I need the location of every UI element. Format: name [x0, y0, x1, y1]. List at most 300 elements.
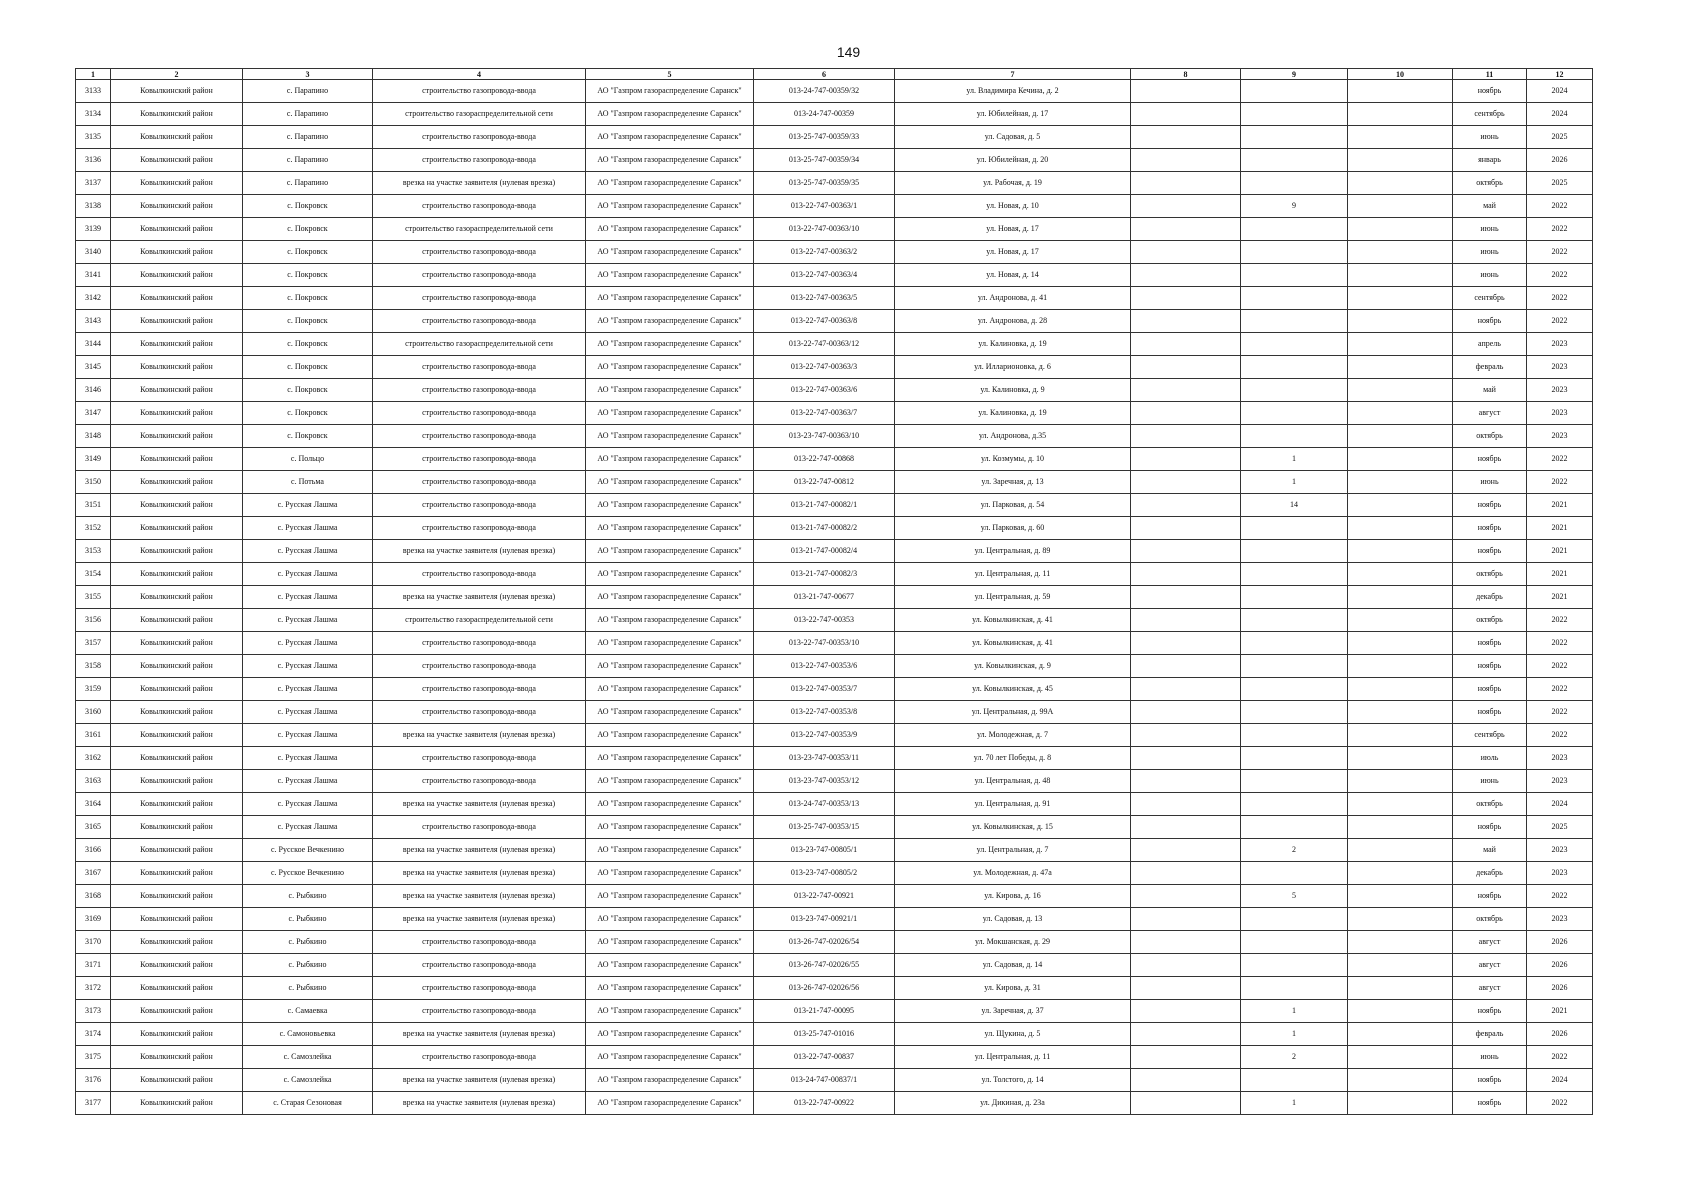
month-cell: ноябрь	[1453, 632, 1527, 655]
column-9-cell: 1	[1241, 1023, 1348, 1046]
column-8-cell	[1131, 839, 1241, 862]
settlement-cell: с. Покровск	[243, 241, 373, 264]
code-cell: 013-25-747-01016	[754, 1023, 895, 1046]
row-number-cell: 3171	[76, 954, 111, 977]
row-number-cell: 3158	[76, 655, 111, 678]
organization-cell: АО "Газпром газораспределение Саранск"	[586, 287, 754, 310]
month-cell: июнь	[1453, 770, 1527, 793]
month-cell: ноябрь	[1453, 517, 1527, 540]
code-cell: 013-21-747-00082/1	[754, 494, 895, 517]
code-cell: 013-22-747-00363/4	[754, 264, 895, 287]
district-cell: Ковылкинский район	[111, 149, 243, 172]
row-number-cell: 3161	[76, 724, 111, 747]
column-9-cell	[1241, 149, 1348, 172]
row-number-cell: 3140	[76, 241, 111, 264]
address-cell: ул. Юбилейная, д. 20	[895, 149, 1131, 172]
column-8-cell	[1131, 1092, 1241, 1115]
work-type-cell: врезка на участке заявителя (нулевая врезка)	[373, 1069, 586, 1092]
row-number-cell: 3165	[76, 816, 111, 839]
row-number-cell: 3137	[76, 172, 111, 195]
settlement-cell: с. Самаевка	[243, 1000, 373, 1023]
year-cell: 2022	[1527, 678, 1593, 701]
column-9-cell	[1241, 793, 1348, 816]
address-cell: ул. Центральная, д. 89	[895, 540, 1131, 563]
row-number-cell: 3146	[76, 379, 111, 402]
row-number-cell: 3159	[76, 678, 111, 701]
column-10-cell	[1348, 379, 1453, 402]
code-cell: 013-22-747-00922	[754, 1092, 895, 1115]
code-cell: 013-22-747-00812	[754, 471, 895, 494]
row-number-cell: 3162	[76, 747, 111, 770]
work-type-cell: строительство газопровода-ввода	[373, 747, 586, 770]
month-cell: ноябрь	[1453, 494, 1527, 517]
district-cell: Ковылкинский район	[111, 1046, 243, 1069]
organization-cell: АО "Газпром газораспределение Саранск"	[586, 885, 754, 908]
table-row	[76, 172, 1593, 195]
column-9-cell	[1241, 655, 1348, 678]
address-cell: ул. Центральная, д. 59	[895, 586, 1131, 609]
work-type-cell: строительство газопровода-ввода	[373, 563, 586, 586]
table-row	[76, 1000, 1593, 1023]
code-cell: 013-25-747-00359/35	[754, 172, 895, 195]
column-8-cell	[1131, 356, 1241, 379]
year-cell: 2022	[1527, 609, 1593, 632]
table-row	[76, 540, 1593, 563]
address-cell: ул. Парковая, д. 60	[895, 517, 1131, 540]
table-row	[76, 701, 1593, 724]
work-type-cell: строительство газораспределительной сети	[373, 609, 586, 632]
work-type-cell: врезка на участке заявителя (нулевая врезка)	[373, 540, 586, 563]
column-8-cell	[1131, 862, 1241, 885]
work-type-cell: строительство газораспределительной сети	[373, 218, 586, 241]
organization-cell: АО "Газпром газораспределение Саранск"	[586, 839, 754, 862]
table-row	[76, 747, 1593, 770]
table-row	[76, 448, 1593, 471]
district-cell: Ковылкинский район	[111, 402, 243, 425]
district-cell: Ковылкинский район	[111, 908, 243, 931]
work-type-cell: строительство газопровода-ввода	[373, 632, 586, 655]
year-cell: 2025	[1527, 816, 1593, 839]
settlement-cell: с. Самоновьевка	[243, 1023, 373, 1046]
organization-cell: АО "Газпром газораспределение Саранск"	[586, 954, 754, 977]
district-cell: Ковылкинский район	[111, 1069, 243, 1092]
work-type-cell: строительство газопровода-ввода	[373, 816, 586, 839]
column-8-cell	[1131, 724, 1241, 747]
year-cell: 2026	[1527, 149, 1593, 172]
address-cell: ул. Ковылкинская, д. 41	[895, 609, 1131, 632]
address-cell: ул. Садовая, д. 14	[895, 954, 1131, 977]
organization-cell: АО "Газпром газораспределение Саранск"	[586, 195, 754, 218]
district-cell: Ковылкинский район	[111, 80, 243, 103]
column-9-cell	[1241, 517, 1348, 540]
column-9-cell	[1241, 816, 1348, 839]
table-row	[76, 1069, 1593, 1092]
column-10-cell	[1348, 149, 1453, 172]
district-cell: Ковылкинский район	[111, 977, 243, 1000]
table-row	[76, 1092, 1593, 1115]
district-cell: Ковылкинский район	[111, 678, 243, 701]
column-10-cell	[1348, 402, 1453, 425]
organization-cell: АО "Газпром газораспределение Саранск"	[586, 724, 754, 747]
column-8-cell	[1131, 1069, 1241, 1092]
code-cell: 013-22-747-00353/9	[754, 724, 895, 747]
column-header: 11	[1453, 69, 1527, 80]
row-number-cell: 3133	[76, 80, 111, 103]
row-number-cell: 3147	[76, 402, 111, 425]
organization-cell: АО "Газпром газораспределение Саранск"	[586, 678, 754, 701]
organization-cell: АО "Газпром газораспределение Саранск"	[586, 264, 754, 287]
column-9-cell	[1241, 310, 1348, 333]
organization-cell: АО "Газпром газораспределение Саранск"	[586, 126, 754, 149]
month-cell: декабрь	[1453, 862, 1527, 885]
month-cell: октябрь	[1453, 609, 1527, 632]
table-row	[76, 517, 1593, 540]
column-8-cell	[1131, 908, 1241, 931]
address-cell: ул. Ковылкинская, д. 45	[895, 678, 1131, 701]
year-cell: 2021	[1527, 517, 1593, 540]
year-cell: 2022	[1527, 724, 1593, 747]
code-cell: 013-23-747-00805/2	[754, 862, 895, 885]
code-cell: 013-23-747-00921/1	[754, 908, 895, 931]
code-cell: 013-22-747-00363/2	[754, 241, 895, 264]
settlement-cell: с. Русская Лашма	[243, 540, 373, 563]
column-10-cell	[1348, 839, 1453, 862]
month-cell: ноябрь	[1453, 1000, 1527, 1023]
address-cell: ул. Центральная, д. 7	[895, 839, 1131, 862]
address-cell: ул. Садовая, д. 5	[895, 126, 1131, 149]
year-cell: 2023	[1527, 862, 1593, 885]
year-cell: 2022	[1527, 195, 1593, 218]
address-cell: ул. Ковылкинская, д. 41	[895, 632, 1131, 655]
column-10-cell	[1348, 471, 1453, 494]
year-cell: 2023	[1527, 425, 1593, 448]
settlement-cell: с. Русская Лашма	[243, 770, 373, 793]
row-number-cell: 3144	[76, 333, 111, 356]
address-cell: ул. Новая, д. 17	[895, 241, 1131, 264]
year-cell: 2022	[1527, 1046, 1593, 1069]
address-cell: ул. Молодежная, д. 7	[895, 724, 1131, 747]
month-cell: ноябрь	[1453, 540, 1527, 563]
column-10-cell	[1348, 747, 1453, 770]
column-9-cell: 5	[1241, 885, 1348, 908]
month-cell: ноябрь	[1453, 80, 1527, 103]
organization-cell: АО "Газпром газораспределение Саранск"	[586, 80, 754, 103]
work-type-cell: строительство газопровода-ввода	[373, 126, 586, 149]
month-cell: октябрь	[1453, 793, 1527, 816]
column-9-cell: 2	[1241, 1046, 1348, 1069]
column-9-cell: 9	[1241, 195, 1348, 218]
column-8-cell	[1131, 1000, 1241, 1023]
column-8-cell	[1131, 126, 1241, 149]
month-cell: ноябрь	[1453, 701, 1527, 724]
column-header: 5	[586, 69, 754, 80]
column-9-cell	[1241, 425, 1348, 448]
row-number-cell: 3152	[76, 517, 111, 540]
year-cell: 2021	[1527, 563, 1593, 586]
address-cell: ул. Центральная, д. 11	[895, 563, 1131, 586]
address-cell: ул. Молодежная, д. 47а	[895, 862, 1131, 885]
column-9-cell	[1241, 103, 1348, 126]
address-cell: ул. Андронова, д.35	[895, 425, 1131, 448]
settlement-cell: с. Русское Вечкенино	[243, 862, 373, 885]
row-number-cell: 3155	[76, 586, 111, 609]
district-cell: Ковылкинский район	[111, 172, 243, 195]
district-cell: Ковылкинский район	[111, 1092, 243, 1115]
column-8-cell	[1131, 172, 1241, 195]
settlement-cell: с. Парапино	[243, 149, 373, 172]
table-row	[76, 287, 1593, 310]
column-8-cell	[1131, 333, 1241, 356]
year-cell: 2026	[1527, 954, 1593, 977]
table-row	[76, 195, 1593, 218]
code-cell: 013-23-747-00805/1	[754, 839, 895, 862]
year-cell: 2022	[1527, 655, 1593, 678]
column-header: 6	[754, 69, 895, 80]
year-cell: 2022	[1527, 287, 1593, 310]
column-10-cell	[1348, 126, 1453, 149]
table-row	[76, 218, 1593, 241]
table-row	[76, 609, 1593, 632]
work-type-cell: строительство газопровода-ввода	[373, 701, 586, 724]
column-8-cell	[1131, 885, 1241, 908]
district-cell: Ковылкинский район	[111, 218, 243, 241]
row-number-cell: 3136	[76, 149, 111, 172]
month-cell: апрель	[1453, 333, 1527, 356]
column-10-cell	[1348, 908, 1453, 931]
district-cell: Ковылкинский район	[111, 1000, 243, 1023]
settlement-cell: с. Самозлейка	[243, 1069, 373, 1092]
settlement-cell: с. Польцо	[243, 448, 373, 471]
table-row	[76, 1046, 1593, 1069]
column-8-cell	[1131, 816, 1241, 839]
column-10-cell	[1348, 931, 1453, 954]
organization-cell: АО "Газпром газораспределение Саранск"	[586, 310, 754, 333]
work-type-cell: врезка на участке заявителя (нулевая врезка)	[373, 839, 586, 862]
column-8-cell	[1131, 770, 1241, 793]
column-10-cell	[1348, 103, 1453, 126]
row-number-cell: 3157	[76, 632, 111, 655]
column-8-cell	[1131, 471, 1241, 494]
organization-cell: АО "Газпром газораспределение Саранск"	[586, 402, 754, 425]
row-number-cell: 3174	[76, 1023, 111, 1046]
settlement-cell: с. Самозлейка	[243, 1046, 373, 1069]
work-type-cell: строительство газопровода-ввода	[373, 770, 586, 793]
district-cell: Ковылкинский район	[111, 747, 243, 770]
month-cell: июнь	[1453, 218, 1527, 241]
code-cell: 013-25-747-00359/33	[754, 126, 895, 149]
table-row	[76, 333, 1593, 356]
month-cell: ноябрь	[1453, 678, 1527, 701]
settlement-cell: с. Покровск	[243, 264, 373, 287]
table-row	[76, 103, 1593, 126]
column-9-cell	[1241, 287, 1348, 310]
address-cell: ул. Рабочая, д. 19	[895, 172, 1131, 195]
district-cell: Ковылкинский район	[111, 770, 243, 793]
settlement-cell: с. Парапино	[243, 80, 373, 103]
table-row	[76, 977, 1593, 1000]
district-cell: Ковылкинский район	[111, 195, 243, 218]
year-cell: 2021	[1527, 540, 1593, 563]
row-number-cell: 3169	[76, 908, 111, 931]
month-cell: август	[1453, 931, 1527, 954]
table-row	[76, 494, 1593, 517]
column-10-cell	[1348, 195, 1453, 218]
address-cell: ул. Калиновка, д. 19	[895, 402, 1131, 425]
district-cell: Ковылкинский район	[111, 425, 243, 448]
address-cell: ул. Парковая, д. 54	[895, 494, 1131, 517]
code-cell: 013-26-747-02026/55	[754, 954, 895, 977]
work-type-cell: врезка на участке заявителя (нулевая врезка)	[373, 793, 586, 816]
settlement-cell: с. Русская Лашма	[243, 816, 373, 839]
code-cell: 013-22-747-00921	[754, 885, 895, 908]
row-number-cell: 3145	[76, 356, 111, 379]
column-8-cell	[1131, 149, 1241, 172]
row-number-cell: 3163	[76, 770, 111, 793]
column-9-cell	[1241, 333, 1348, 356]
month-cell: январь	[1453, 149, 1527, 172]
month-cell: ноябрь	[1453, 1092, 1527, 1115]
column-9-cell	[1241, 908, 1348, 931]
address-cell: ул. Илларионовка, д. 6	[895, 356, 1131, 379]
work-type-cell: врезка на участке заявителя (нулевая врезка)	[373, 724, 586, 747]
column-9-cell: 1	[1241, 1092, 1348, 1115]
column-9-cell	[1241, 172, 1348, 195]
column-header: 1	[76, 69, 111, 80]
address-cell: ул. Новая, д. 10	[895, 195, 1131, 218]
organization-cell: АО "Газпром газораспределение Саранск"	[586, 149, 754, 172]
settlement-cell: с. Парапино	[243, 126, 373, 149]
address-cell: ул. Щукина, д. 5	[895, 1023, 1131, 1046]
code-cell: 013-23-747-00363/10	[754, 425, 895, 448]
month-cell: февраль	[1453, 1023, 1527, 1046]
year-cell: 2023	[1527, 908, 1593, 931]
column-8-cell	[1131, 701, 1241, 724]
settlement-cell: с. Русская Лашма	[243, 701, 373, 724]
organization-cell: АО "Газпром газораспределение Саранск"	[586, 425, 754, 448]
column-header: 9	[1241, 69, 1348, 80]
column-header: 4	[373, 69, 586, 80]
code-cell: 013-22-747-00363/8	[754, 310, 895, 333]
organization-cell: АО "Газпром газораспределение Саранск"	[586, 172, 754, 195]
work-type-cell: строительство газопровода-ввода	[373, 310, 586, 333]
column-8-cell	[1131, 563, 1241, 586]
address-cell: ул. Козмумы, д. 10	[895, 448, 1131, 471]
year-cell: 2022	[1527, 448, 1593, 471]
settlement-cell: с. Рыбкино	[243, 908, 373, 931]
column-9-cell: 2	[1241, 839, 1348, 862]
district-cell: Ковылкинский район	[111, 816, 243, 839]
column-9-cell	[1241, 701, 1348, 724]
work-type-cell: строительство газопровода-ввода	[373, 241, 586, 264]
code-cell: 013-21-747-00082/2	[754, 517, 895, 540]
table-row	[76, 149, 1593, 172]
settlement-cell: с. Рыбкино	[243, 885, 373, 908]
address-cell: ул. Ковылкинская, д. 9	[895, 655, 1131, 678]
code-cell: 013-25-747-00359/34	[754, 149, 895, 172]
settlement-cell: с. Русское Вечкенино	[243, 839, 373, 862]
column-8-cell	[1131, 425, 1241, 448]
code-cell: 013-22-747-00353/7	[754, 678, 895, 701]
settlement-cell: с. Русская Лашма	[243, 609, 373, 632]
month-cell: июнь	[1453, 126, 1527, 149]
column-10-cell	[1348, 586, 1453, 609]
settlement-cell: с. Покровск	[243, 356, 373, 379]
table-row	[76, 724, 1593, 747]
column-9-cell	[1241, 80, 1348, 103]
table-row	[76, 816, 1593, 839]
column-10-cell	[1348, 356, 1453, 379]
code-cell: 013-21-747-00082/4	[754, 540, 895, 563]
month-cell: июнь	[1453, 264, 1527, 287]
district-cell: Ковылкинский район	[111, 287, 243, 310]
code-cell: 013-22-747-00363/3	[754, 356, 895, 379]
year-cell: 2022	[1527, 1092, 1593, 1115]
address-cell: ул. Владимира Кечина, д. 2	[895, 80, 1131, 103]
column-header: 2	[111, 69, 243, 80]
work-type-cell: строительство газопровода-ввода	[373, 149, 586, 172]
settlement-cell: с. Потьма	[243, 471, 373, 494]
settlement-cell: с. Рыбкино	[243, 954, 373, 977]
organization-cell: АО "Газпром газораспределение Саранск"	[586, 1023, 754, 1046]
table-row	[76, 655, 1593, 678]
column-9-cell	[1241, 218, 1348, 241]
column-8-cell	[1131, 540, 1241, 563]
month-cell: октябрь	[1453, 908, 1527, 931]
district-cell: Ковылкинский район	[111, 264, 243, 287]
work-type-cell: строительство газопровода-ввода	[373, 977, 586, 1000]
month-cell: август	[1453, 402, 1527, 425]
year-cell: 2023	[1527, 747, 1593, 770]
organization-cell: АО "Газпром газораспределение Саранск"	[586, 747, 754, 770]
column-8-cell	[1131, 310, 1241, 333]
month-cell: декабрь	[1453, 586, 1527, 609]
code-cell: 013-26-747-02026/56	[754, 977, 895, 1000]
code-cell: 013-22-747-00353/8	[754, 701, 895, 724]
organization-cell: АО "Газпром газораспределение Саранск"	[586, 333, 754, 356]
column-9-cell	[1241, 862, 1348, 885]
district-cell: Ковылкинский район	[111, 310, 243, 333]
year-cell: 2022	[1527, 310, 1593, 333]
column-9-cell	[1241, 540, 1348, 563]
column-8-cell	[1131, 586, 1241, 609]
year-cell: 2022	[1527, 241, 1593, 264]
district-cell: Ковылкинский район	[111, 103, 243, 126]
table-row	[76, 678, 1593, 701]
month-cell: июнь	[1453, 241, 1527, 264]
column-header: 3	[243, 69, 373, 80]
row-number-cell: 3143	[76, 310, 111, 333]
column-10-cell	[1348, 1023, 1453, 1046]
work-type-cell: врезка на участке заявителя (нулевая врезка)	[373, 1023, 586, 1046]
row-number-cell: 3135	[76, 126, 111, 149]
row-number-cell: 3134	[76, 103, 111, 126]
column-9-cell	[1241, 126, 1348, 149]
address-cell: ул. Андронова, д. 41	[895, 287, 1131, 310]
column-10-cell	[1348, 333, 1453, 356]
column-8-cell	[1131, 632, 1241, 655]
code-cell: 013-24-747-00359	[754, 103, 895, 126]
settlement-cell: с. Старая Сезоновая	[243, 1092, 373, 1115]
column-10-cell	[1348, 218, 1453, 241]
code-cell: 013-22-747-00868	[754, 448, 895, 471]
year-cell: 2022	[1527, 471, 1593, 494]
district-cell: Ковылкинский район	[111, 954, 243, 977]
settlement-cell: с. Русская Лашма	[243, 517, 373, 540]
column-8-cell	[1131, 195, 1241, 218]
row-number-cell: 3156	[76, 609, 111, 632]
settlement-cell: с. Покровск	[243, 333, 373, 356]
code-cell: 013-22-747-00353	[754, 609, 895, 632]
